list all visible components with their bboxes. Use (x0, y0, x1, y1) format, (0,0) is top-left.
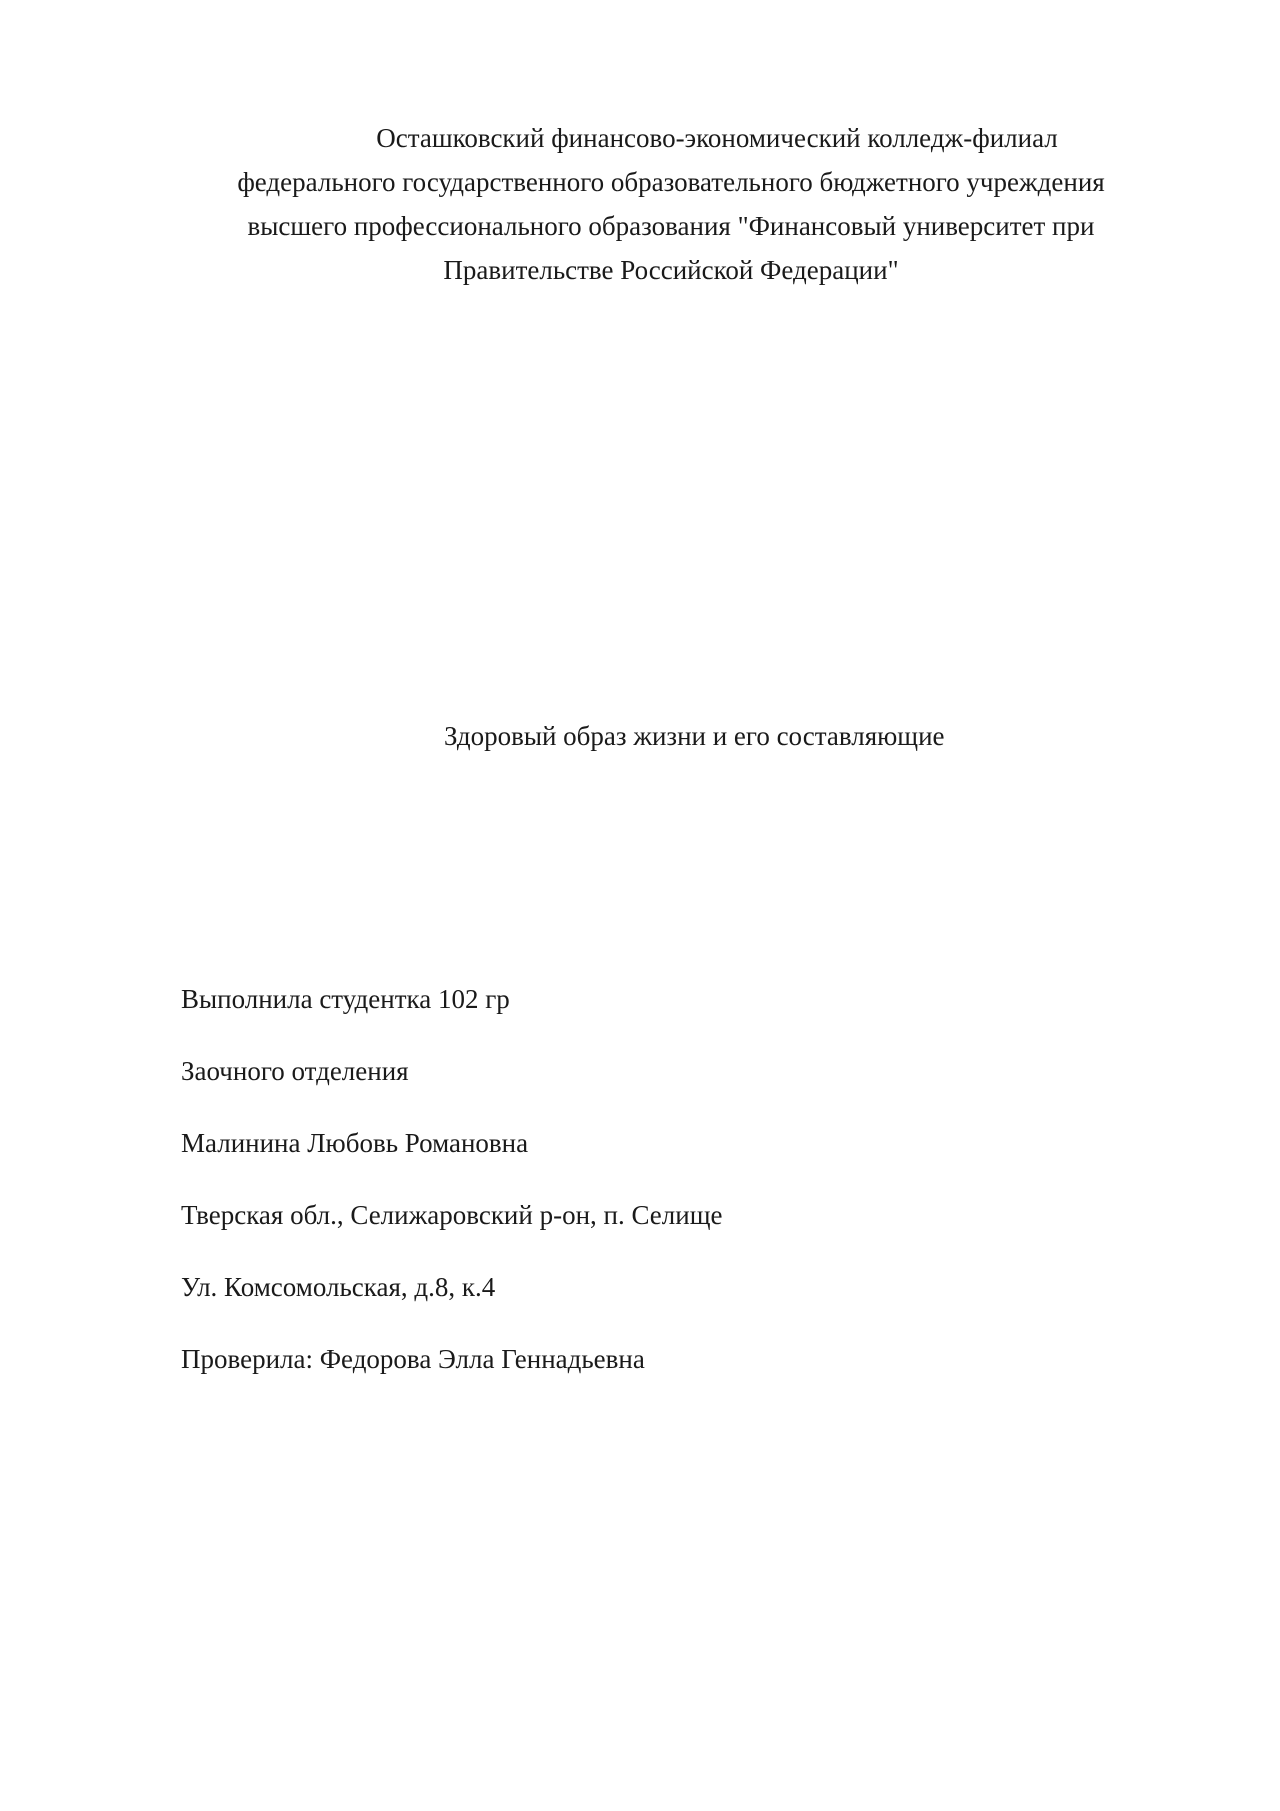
header-line-2: федерального государственного образовательного бюджетного учреждения (237, 167, 1105, 197)
department-line: Заочного отделения (181, 1056, 409, 1086)
header-line-1: Осташковский финансово-экономический колледж-филиал (376, 123, 1058, 153)
document-title: Здоровый образ жизни и его составляющие (444, 721, 945, 751)
header-line-4: Правительстве Российской Федерации" (443, 255, 899, 285)
address-street-line: Ул. Комсомольская, д.8, к.4 (181, 1272, 496, 1302)
header-line-3: высшего профессионального образования "Финансовый университет при (247, 211, 1095, 241)
author-details (181, 977, 723, 1409)
address-region-line: Тверская обл., Селижаровский р-он, п. Селище (181, 1200, 723, 1230)
student-group-line: Выполнила студентка 102 гр (181, 984, 510, 1014)
institution-header (170, 116, 1172, 292)
student-name-line: Малинина Любовь Романовна (181, 1128, 529, 1158)
reviewer-line: Проверила: Федорова Элла Геннадьевна (181, 1344, 645, 1374)
